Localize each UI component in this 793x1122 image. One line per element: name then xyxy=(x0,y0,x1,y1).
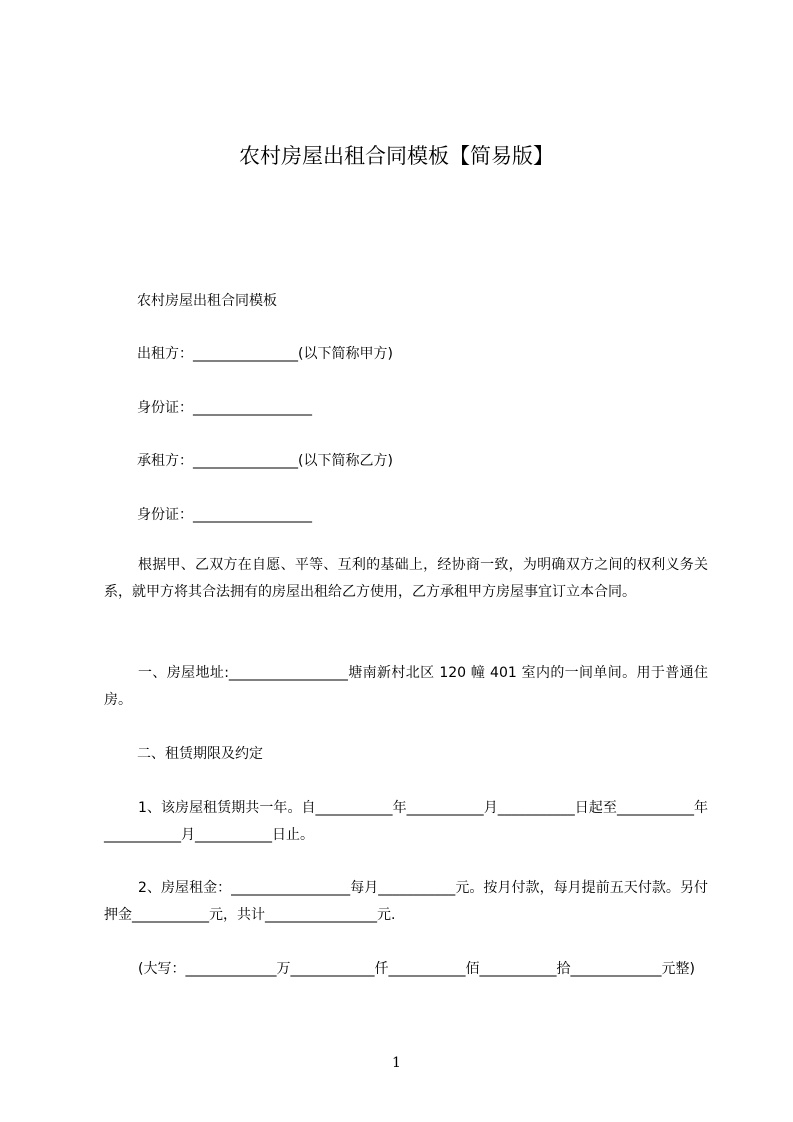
lessee-line: 承租方：_______________(以下简称乙方) xyxy=(137,453,393,469)
document-title: 农村房屋出租合同模板【简易版】 xyxy=(239,144,554,168)
contract-subtitle: 农村房屋出租合同模板 xyxy=(137,293,277,309)
lessor-id-line: 身份证：_________________ xyxy=(137,400,312,416)
preamble-paragraph: 根据甲、乙双方在自愿、平等、互利的基础上，经协商一致，为明确双方之间的权利义务关系，就甲方将其合法拥有的房屋出租给乙方使用，乙方承租甲方房屋事宜订立本合同。 xyxy=(104,557,708,600)
page-number: 1 xyxy=(392,1055,401,1071)
clause-2-1-term: 1、该房屋租赁期共一年。自___________年___________月___________日起至___________年___________月___________日止。 xyxy=(104,800,708,843)
clause-1-address: 一、房屋地址:_________________塘南新村北区 120 幢 401 室内的一间单间。用于普通住房。 xyxy=(104,665,708,708)
clause-2-2-rent: 2、房屋租金：_________________每月___________元。按月付款，每月提前五天付款。另付押金___________元，共计________________元. xyxy=(104,880,708,923)
clause-2-heading: 二、租赁期限及约定 xyxy=(137,746,263,762)
lessee-id-line: 身份证：_________________ xyxy=(137,507,312,523)
clause-2-3-amount-in-words: (大写：_____________万____________仟___________佰___________拾_____________元整) xyxy=(138,961,695,977)
lessor-line: 出租方：_______________(以下简称甲方) xyxy=(137,346,393,362)
